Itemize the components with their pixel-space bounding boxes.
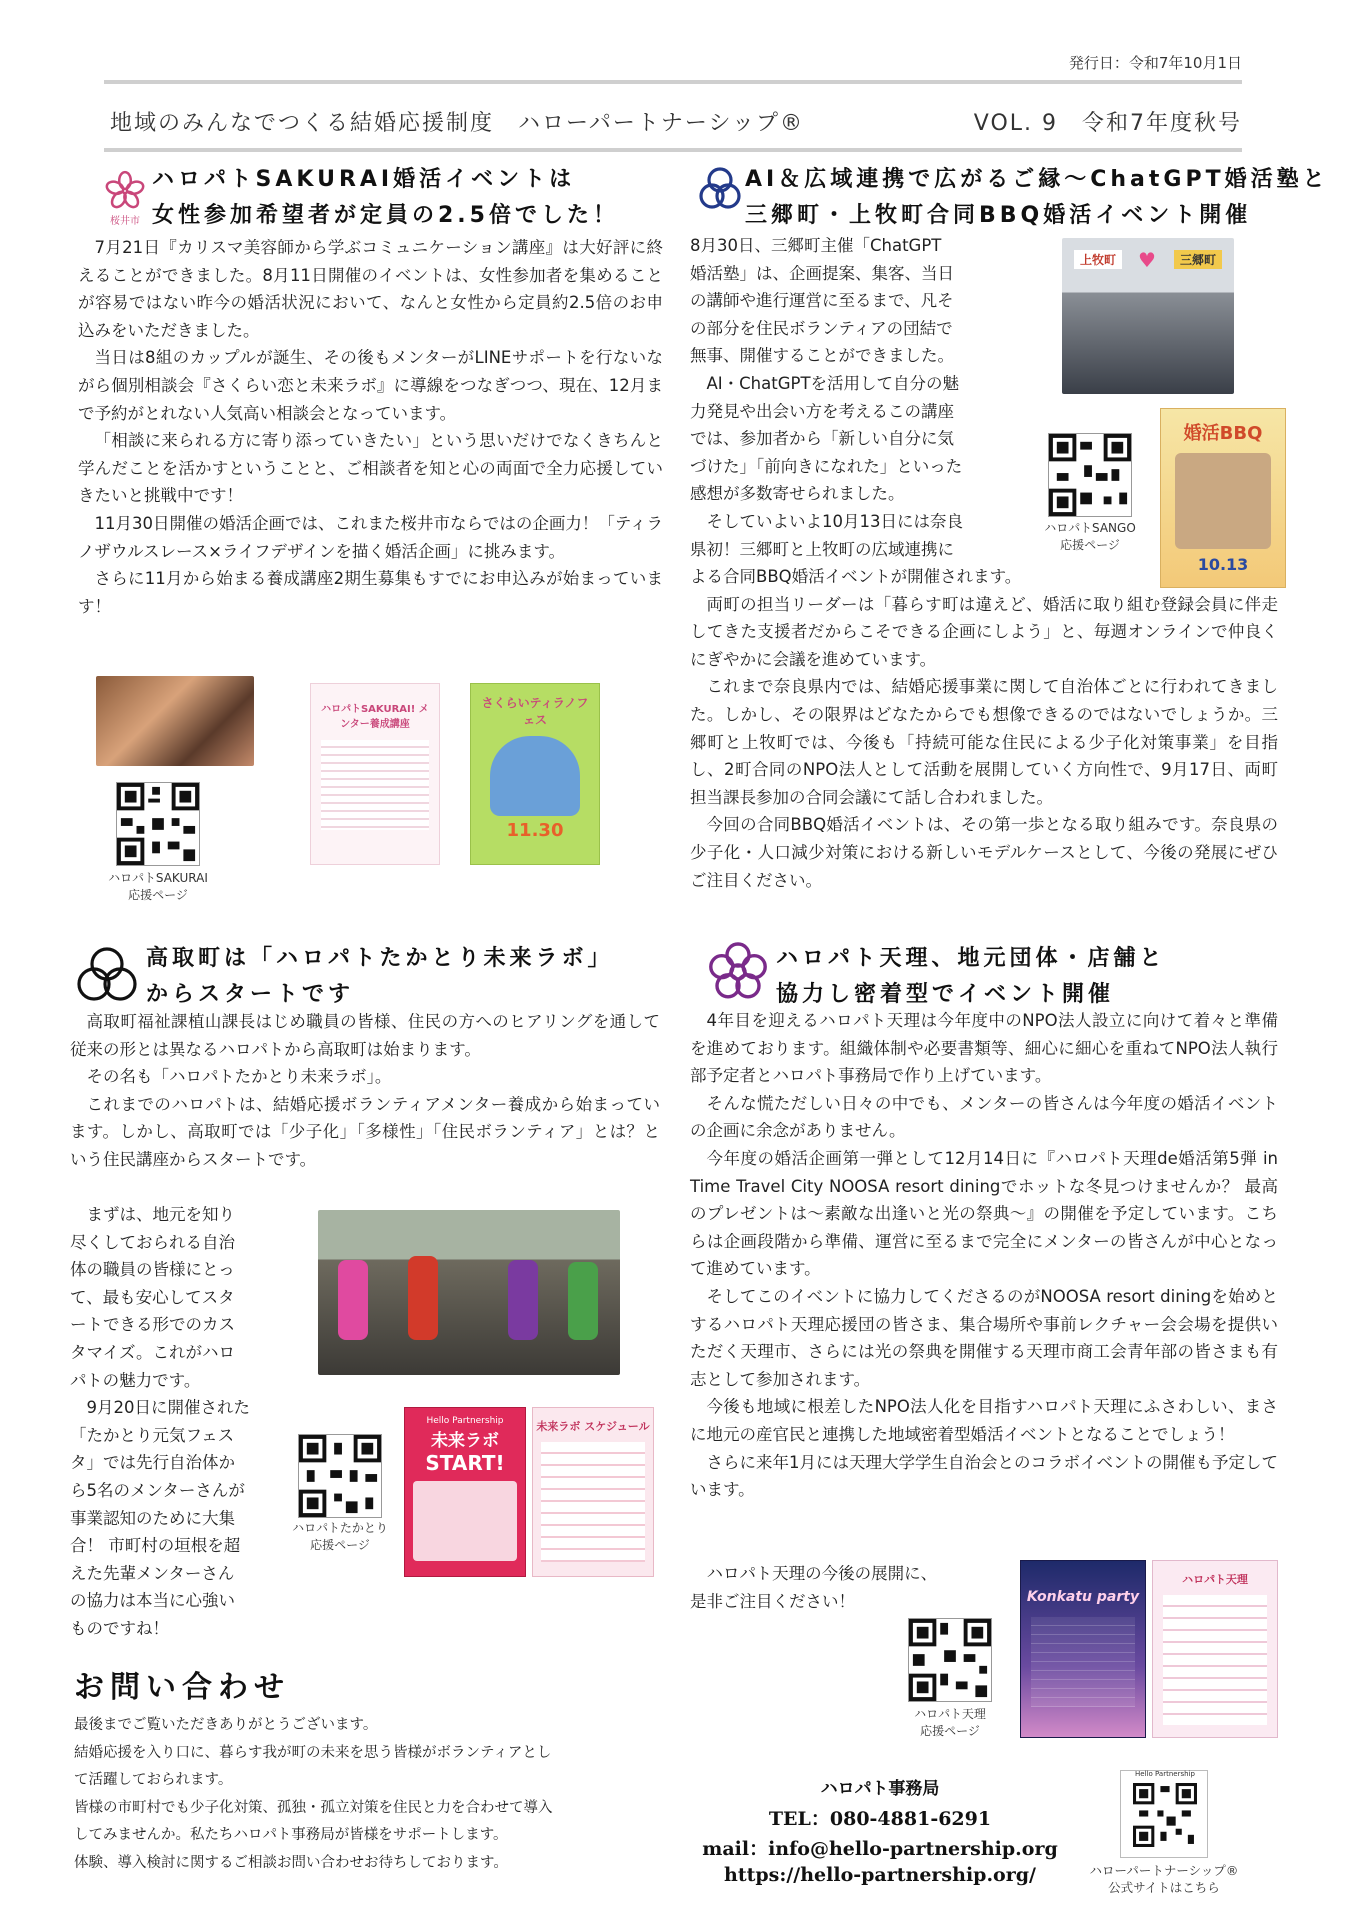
tenri-event-flyer <box>1152 1560 1278 1738</box>
sango-line: 県初！三郷町と上牧町の広域連携に <box>690 539 954 559</box>
sango-qr-code[interactable] <box>1048 433 1132 517</box>
takatori-narrow-column <box>70 1201 290 1643</box>
tenri-qr-caption <box>886 1706 1014 1740</box>
qr-frame-text: Hello Partnership <box>1135 1770 1195 1778</box>
takatori-line: ら5名のメンターさんが <box>70 1480 245 1500</box>
sango-line: づけた」「前向きになれた」といった <box>690 456 963 476</box>
takatori-line: まずは、地元を知り <box>70 1205 235 1224</box>
takatori-line: て、最も安心してスタ <box>70 1287 235 1307</box>
sakurai-tyranno-flyer <box>470 683 600 865</box>
tenri-title-line2: 協力し密着型でイベント開催 <box>776 982 1115 1007</box>
tenri-paragraph: 4年目を迎えるハロパト天理は今年度中のNPO法人設立に向けて着々と準備を進めております。組織体制や必要書類等、細心に細心を重ねてNPO法人執行部予定者とハロパト事務局で作り上げています。 <box>690 1011 1278 1086</box>
sakurai-flyer-text-block <box>321 740 429 830</box>
sango-line: 8月30日、三郷町主催「ChatGPT <box>690 236 942 255</box>
takatori-flyer-top: Hello Partnership <box>426 1416 504 1426</box>
official-site-caption-line: ハローパートナーシップ® <box>1089 1863 1239 1878</box>
sango-line: 無事、開催することができました。 <box>690 346 954 366</box>
takatori-line: 「たかとり元気フェス <box>70 1425 235 1445</box>
takatori-title-line1: 高取町は「ハロパトたかとり未来ラボ」 <box>146 946 614 971</box>
takatori-line: えた先輩メンターさん <box>70 1563 235 1583</box>
takatori-qr-caption <box>276 1520 404 1554</box>
tenri-paragraph: 今年度の婚活企画第一弾として12月14日に『ハロパト天理de婚活第5弾 in Time Travel City NOOSA resort diningでホットな冬見つけませんか？ 最高のプレゼントは～素敵な出逢いと光の祭典～』の開催を予定しています。こちらは企画段階から準備、運営に至るまで完全にメンターの皆さんが中心となって進めています。 <box>690 1148 1278 1279</box>
person-figure <box>568 1262 598 1340</box>
sango-line: そしていよいよ10月13日には奈良 <box>690 511 963 531</box>
sakurai-event-photo <box>96 676 254 766</box>
office-website-link[interactable]: https://hello-partnership.org/ <box>724 1864 1036 1886</box>
newsletter-title: 地域のみんなでつくる結婚応援制度 ハローパートナーシップ® <box>110 111 805 136</box>
issue-date: 発行日：令和7年10月1日 <box>1068 54 1242 72</box>
tenri-event-flyer-details <box>1163 1595 1267 1725</box>
tenri-title-line1: ハロパト天理、地元団体・店舗と <box>776 946 1166 971</box>
sango-article-body <box>690 563 1278 894</box>
office-email-link[interactable]: mail：info@hello-partnership.org <box>702 1838 1058 1860</box>
contact-line: て活躍しておられます。 <box>74 1772 233 1789</box>
contact-heading: お問い合わせ <box>74 1670 290 1705</box>
contact-line: 体験、導入検討に関するご相談お問い合わせお待ちしております。 <box>74 1854 508 1871</box>
sango-qr-caption-line: ハロパトSANGO <box>1044 521 1136 535</box>
tenri-party-flyer-details <box>1031 1617 1135 1707</box>
takatori-paragraph: その名も「ハロパトたかとり未来ラボ」。 <box>86 1067 392 1087</box>
takatori-flyer-start: START! <box>425 1451 505 1475</box>
office-name: ハロパト事務局 <box>820 1779 940 1799</box>
sakurai-mentor-flyer <box>310 683 440 865</box>
official-site-qr-code[interactable] <box>1133 1783 1197 1847</box>
sakurai-qr-caption <box>88 870 228 904</box>
sakurai-paragraph: 当日は8組のカップルが誕生、その後もメンターがLINEサポートを行ないながら個別相談会『さくらい恋と未来ラボ』に導線をつなぎつつ、現在、12月まで予約がとれない人気高い相談会となっています。 <box>78 348 663 423</box>
sango-title-line1: AI＆広域連携で広がるご縁～ChatGPT婚活塾と <box>745 167 1329 192</box>
photo-sign-left: 上牧町 <box>1074 250 1122 269</box>
official-site-qr-frame[interactable] <box>1120 1770 1208 1858</box>
takatori-schedule-table <box>541 1442 645 1562</box>
takatori-paragraph: これまでのハロパトは、結婚応援ボランティアメンター養成から始まっています。しかし、高取町では「少子化」「多様性」「住民ボランティア」とは？という住民講座からスタートです。 <box>70 1094 660 1169</box>
tenri-paragraph: そんな慌ただしい日々の中でも、メンターの皆さんは今年度の婚活イベントの企画に余念がありません。 <box>690 1093 1278 1141</box>
tenri-flower-logo-icon <box>706 940 770 1004</box>
contact-line: 皆様の市町村でも少子化対策、孤独・孤立対策を住民と力を合わせて導入 <box>74 1799 553 1816</box>
sango-line: では、参加者から「新しい自分に気 <box>690 429 954 449</box>
sango-line: の講師や進行運営に至るまで、凡そ <box>690 291 954 311</box>
tenri-paragraph: さらに来年1月には天理大学学生自治会とのコラボイベントの開催も予定しています。 <box>690 1452 1278 1500</box>
tenri-paragraph: そしてこのイベントに協力してくださるのがNOOSA resort diningを始めとするハロパト天理応援団の皆さま、集合場所や事前レクチャー会会場を提供いただく天理市、さらには光の祭典を開催する天理市商工会青年部の皆さまも有志として参加されます。 <box>690 1286 1279 1389</box>
header-bottom-rule <box>104 148 1242 152</box>
sango-intro-narrow-column <box>690 232 1020 563</box>
tenri-article-body <box>690 1007 1278 1504</box>
sakura-logo-icon <box>104 170 146 212</box>
heart-icon: ♥ <box>1138 248 1156 272</box>
sango-line: の部分を住民ボランティアの団結で <box>690 318 953 338</box>
sakurai-paragraph: 「相談に来られる方に寄り添っていきたい」という思いだけでなくきちんと学んだことを活かすということと、ご相談者を知と心の両面で全力応援していきたいと挑戦中です！ <box>78 431 663 506</box>
tenri-closing <box>690 1560 1010 1615</box>
sakurai-paragraph: 11月30日開催の婚活企画では、これまた桜井市ならではの企画力！「ティラノザウルスレース×ライフデザインを描く婚活企画」に挑みます。 <box>78 513 664 561</box>
sango-flyer-title: 婚活BBQ <box>1183 423 1263 444</box>
tenri-qr-caption-line: ハロパト天理 <box>914 1707 986 1721</box>
takatori-line: ものですね！ <box>70 1618 169 1638</box>
sakurai-flyer-label: ハロパトSAKURAI! メンター養成講座 <box>321 704 429 730</box>
tenri-event-flyer-title: ハロパト天理 <box>1182 1573 1248 1586</box>
sango-paragraph: これまで奈良県内では、結婚応援事業に関して自治体ごとに行われてきました。しかし、その限界はどなたからでも想像できるのではないでしょうか。三郷町と上牧町では、今後も「持続可能な住民による少子化対策事業」を目指し、2町合同のNPO法人として活動を展開していく方向性で、9月17日、両町担当課長参加の合同会議にて話し合われました。 <box>690 677 1278 807</box>
sango-flyer-date: 10.13 <box>1197 555 1249 574</box>
office-tel[interactable]: TEL：080-4881-6291 <box>768 1808 992 1830</box>
takatori-line: の協力は本当に心強い <box>70 1591 235 1611</box>
takatori-line: 9月20日に開催された <box>70 1398 250 1418</box>
sango-line: 感想が多数寄せられました。 <box>690 484 905 504</box>
sango-line: AI・ChatGPTを活用して自分の魅 <box>690 373 960 393</box>
sakurai-title-line2: 女性参加希望者が定員の2.5倍でした！ <box>152 203 619 228</box>
tenri-closing-line: ハロパト天理の今後の展開に、 <box>706 1564 938 1583</box>
sakurai-tyranno-flyer-date: 11.30 <box>506 820 564 841</box>
header-top-rule <box>104 80 1242 84</box>
sakurai-article-body <box>78 234 663 620</box>
photo-sign-right: 三郷町 <box>1174 250 1222 269</box>
takatori-group-photo <box>318 1210 620 1375</box>
contact-line: 結婚応援を入り口に、暮らす我が町の未来を思う皆様がボランティアとし <box>74 1744 552 1761</box>
tenri-closing-line: 是非ご注目ください！ <box>690 1591 855 1611</box>
takatori-mirai-lab-flyer <box>404 1407 526 1577</box>
takatori-line: 事業認知のために大集 <box>70 1508 235 1528</box>
takatori-qr-caption-line: 応援ページ <box>310 1538 370 1552</box>
sakurai-qr-code[interactable] <box>116 782 200 866</box>
tenri-party-flyer-title: Konkatu party <box>1026 1589 1140 1605</box>
contact-line: してみませんか。私たちハロパト事務局が皆様をサポートします。 <box>74 1827 508 1844</box>
takatori-qr-code[interactable] <box>298 1434 382 1518</box>
official-site-caption-line: 公式サイトはこちら <box>1108 1880 1220 1895</box>
sakura-logo-caption: 桜井市 <box>110 216 140 227</box>
takatori-line: 合！ 市町村の垣根を超 <box>70 1536 241 1556</box>
sango-paragraph: 両町の担当リーダーは「暮らす町は違えど、婚活に取り組む登録会員に伴走してきた支援者だからこそできる企画にしよう」と、毎週オンラインで仲良くにぎやかに会議を進めています。 <box>690 594 1278 669</box>
sango-title-line2: 三郷町・上牧町合同BBQ婚活イベント開催 <box>745 203 1252 228</box>
tenri-qr-code[interactable] <box>908 1618 992 1702</box>
takatori-line: ートできる形でのカス <box>70 1315 235 1335</box>
tenri-paragraph: 今後も地域に根差したNPO法人化を目指すハロパト天理にふさわしい、まさに地元の産官民と連携した地域密着型婚活イベントとなることでしょう！ <box>690 1397 1278 1444</box>
sakurai-title-line1: ハロパトSAKURAI婚活イベントは <box>152 167 576 192</box>
tenri-party-flyer <box>1020 1560 1146 1738</box>
sango-paragraph: よる合同BBQ婚活イベントが開催されます。 <box>690 567 1022 586</box>
contact-line: 最後までご覧いただきありがとうございます。 <box>74 1717 378 1733</box>
sango-bbq-flyer <box>1160 408 1286 588</box>
sango-qr-caption-line: 応援ページ <box>1060 538 1120 552</box>
takatori-logo-icon <box>74 944 140 1004</box>
takatori-line: タ」では先行自治体か <box>70 1453 235 1473</box>
dinosaur-costume-figure <box>490 736 580 816</box>
takatori-title-line2: からスタートです <box>146 982 355 1007</box>
person-figure <box>408 1256 438 1340</box>
sakurai-paragraph: 7月21日『カリスマ美容師から学ぶコミュニケーション講座』は大好評に終えることができました。8月11日開催のイベントは、女性参加者を集めることが容易ではない昨今の婚活状況において、なんと女性から定員約2.5倍のお申込みをいただきました。 <box>78 238 663 340</box>
tenri-qr-caption-line: 応援ページ <box>920 1724 980 1738</box>
contact-body <box>74 1712 674 1878</box>
person-figure <box>338 1260 368 1340</box>
volume-label: VOL. 9 令和7年度秋号 <box>973 111 1242 136</box>
takatori-line: タマイズ。これがハロ <box>70 1342 235 1362</box>
sakurai-qr-caption-line: 応援ページ <box>128 888 188 902</box>
sakurai-paragraph: さらに11月から始まる養成講座2期生募集もすでにお申込みが始まっています！ <box>78 569 663 616</box>
takatori-line: パトの魅力です。 <box>70 1370 201 1390</box>
sango-flyer-illustration <box>1175 453 1271 549</box>
person-figure <box>508 1260 538 1340</box>
sango-group-photo <box>1062 238 1234 394</box>
takatori-schedule-title: 未来ラボ スケジュール <box>536 1420 650 1433</box>
takatori-flyer-illustration <box>413 1481 517 1561</box>
takatori-schedule-flyer <box>532 1407 654 1577</box>
takatori-qr-caption-line: ハロパトたかとり <box>292 1521 388 1535</box>
takatori-article-body <box>70 1008 660 1174</box>
takatori-paragraph: 高取町福祉課植山課長はじめ職員の皆様、住民の方へのヒアリングを通して従来の形とは異なるハロパトから高取町は始まります。 <box>70 1012 660 1059</box>
sango-logo-icon <box>698 164 742 216</box>
official-site-caption <box>1076 1862 1252 1896</box>
takatori-line: 尽くしておられる自治 <box>70 1232 235 1252</box>
sango-line: 力発見や出会い方を考えるこの講座 <box>690 401 954 421</box>
sakurai-qr-caption-line: ハロパトSAKURAI <box>108 871 208 885</box>
takatori-flyer-title: 未来ラボ <box>431 1431 499 1451</box>
sakurai-tyranno-flyer-title: さくらいティラノフェス <box>481 696 589 727</box>
sango-paragraph: 今回の合同BBQ婚活イベントは、その第一歩となる取り組みです。奈良県の少子化・人口減少対策における新しいモデルケースとして、今後の発展にぜひご注目ください。 <box>690 815 1278 890</box>
sango-line: 婚活塾」は、企画提案、集客、当日 <box>690 263 954 283</box>
sango-qr-caption <box>1025 520 1155 554</box>
takatori-line: 体の職員の皆様にとっ <box>70 1260 235 1280</box>
